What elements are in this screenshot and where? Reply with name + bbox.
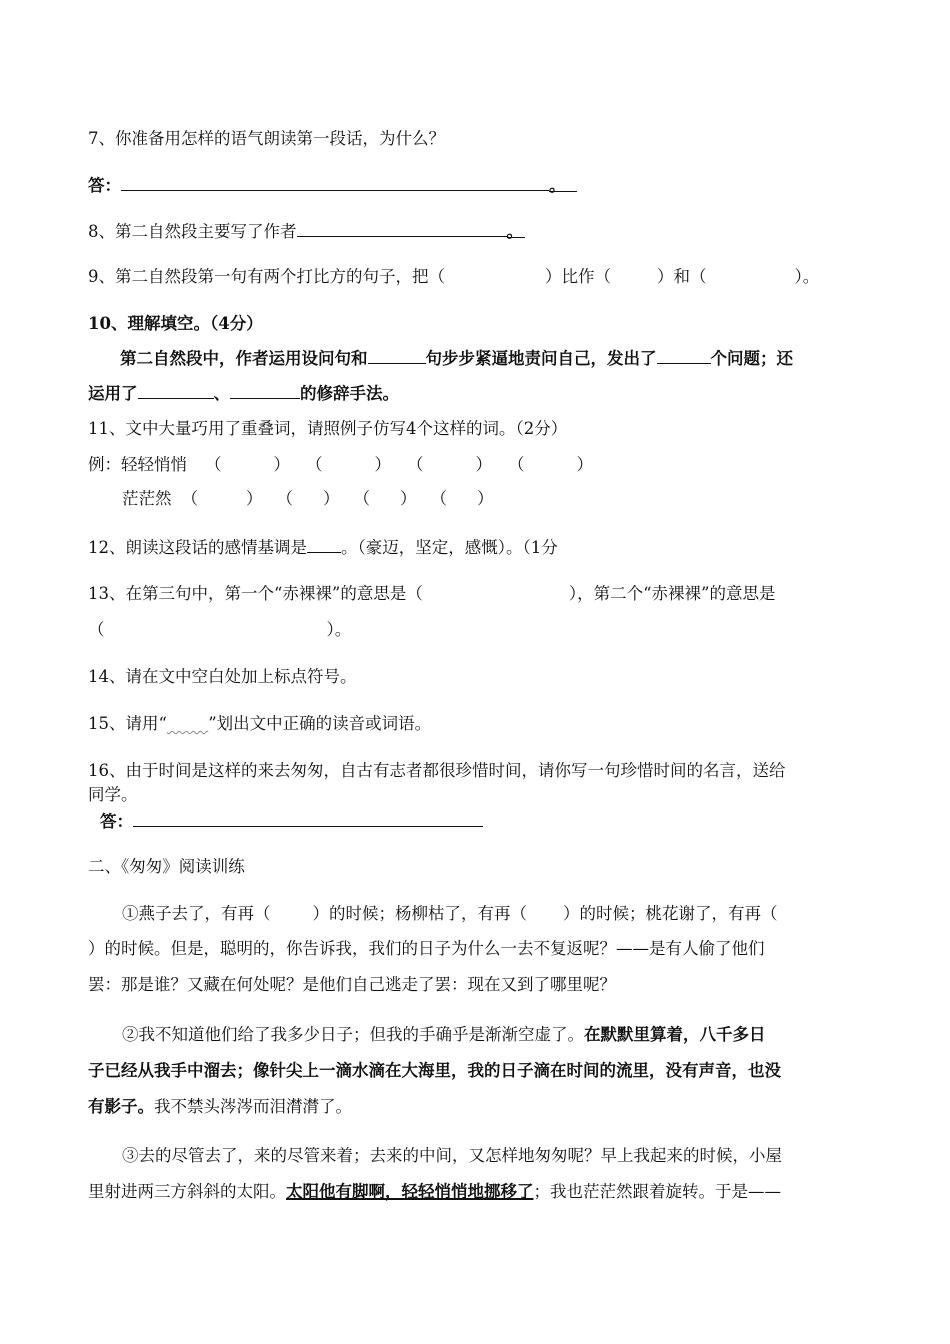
question-9: 9、第二自然段第一句有两个打比方的句子，把（ ）比作（ ）和（ ）。 <box>88 267 820 286</box>
wavy-line-mark <box>167 714 208 733</box>
section-2-title: 二、《匆匆》阅读训练 <box>88 857 245 876</box>
question-12: 12、朗读这段话的感情基调是 。（豪迈，坚定，感慨）。（1分 <box>88 538 558 557</box>
passage-p2-line-3: 有影子。我不禁头涔涔而泪潸潸了。 <box>88 1097 352 1116</box>
question-16-line-2: 同学。 <box>88 785 138 804</box>
q8-answer-blank[interactable] <box>297 220 507 237</box>
answer-label: 答： <box>100 812 133 831</box>
question-14: 14、请在文中空白处加上标点符号。 <box>88 667 357 686</box>
q11-example-row-2: 茫茫然 （ ） （ ） （ ） （ ） <box>122 489 494 508</box>
question-10-title: 10、理解填空。（4分） <box>88 314 263 333</box>
answer-label: 答： <box>88 176 121 195</box>
q11-example-row-1: 例：轻轻悄悄 （ ） （ ） （ ） （ ） <box>88 455 593 474</box>
passage-p1-line-1: ①燕子去了，有再（ ）的时候；杨柳枯了，有再（ ）的时候；桃花谢了，有再（ <box>122 904 778 923</box>
question-7: 7、你准备用怎样的语气朗读第一段话，为什么？ <box>88 129 445 148</box>
q7-answer-line: 答： 。 <box>88 174 577 197</box>
question-15: 15、请用“ ”划出文中正确的读音或词语。 <box>88 714 432 733</box>
passage-p2-line-1: ②我不知道他们给了我多少日子；但我的手确乎是渐渐空虚了。在默默里算着，八千多日 <box>122 1025 766 1044</box>
q10-blank-2[interactable] <box>657 349 711 364</box>
q16-answer-blank[interactable] <box>133 810 483 827</box>
question-16-line-1: 16、由于时间是这样的来去匆匆，自古有志者都很珍惜时间，请你写一句珍惜时间的名言，送给 <box>88 761 786 780</box>
passage-p3-line-1: ③去的尽管去了，来的尽管来着；去来的中间，又怎样地匆匆呢？早上我起来的时候，小屋 <box>122 1146 782 1165</box>
q10-blank-4[interactable] <box>230 384 300 399</box>
passage-p3-line-2: 里射进两三方斜斜的太阳。太阳他有脚啊，轻轻悄悄地挪移了；我也茫茫然跟着旋转。于是—— <box>88 1182 781 1201</box>
passage-p1-line-2: ）的时候。但是，聪明的，你告诉我，我们的日子为什么一去不复返呢？——是有人偷了他们 <box>88 939 765 958</box>
q10-line-2: 运用了 、 的修辞手法。 <box>88 384 399 403</box>
question-13-line-2: （ ）。 <box>88 620 352 639</box>
q12-blank[interactable] <box>307 538 341 553</box>
q7-answer-blank[interactable] <box>121 174 549 191</box>
passage-p2-line-2: 子已经从我手中溜去；像针尖上一滴水滴在大海里，我的日子滴在时间的流里，没有声音，也没 <box>88 1061 781 1080</box>
q16-answer-line <box>100 810 483 833</box>
question-13-line-1: 13、在第三句中，第一个“赤裸裸”的意思是（ ），第二个“赤裸裸”的意思是 <box>88 584 776 603</box>
q10-blank-1[interactable] <box>368 349 426 364</box>
passage-p1-line-3: 罢：那是谁？又藏在何处呢？是他们自己逃走了罢：现在又到了哪里呢？ <box>88 975 616 994</box>
q10-blank-3[interactable] <box>138 384 214 399</box>
question-8: 8、第二自然段主要写了作者 。 <box>88 222 523 241</box>
question-11: 11、文中大量巧用了重叠词，请照例子仿写4个这样的词。（2分） <box>88 419 568 438</box>
q10-line-1: 第二自然段中，作者运用设问句和 句步步紧逼地责问自己，发出了 个问题；还 <box>120 349 793 368</box>
underlined-sentence: 太阳他有脚啊，轻轻悄悄地挪移了 <box>286 1182 534 1201</box>
